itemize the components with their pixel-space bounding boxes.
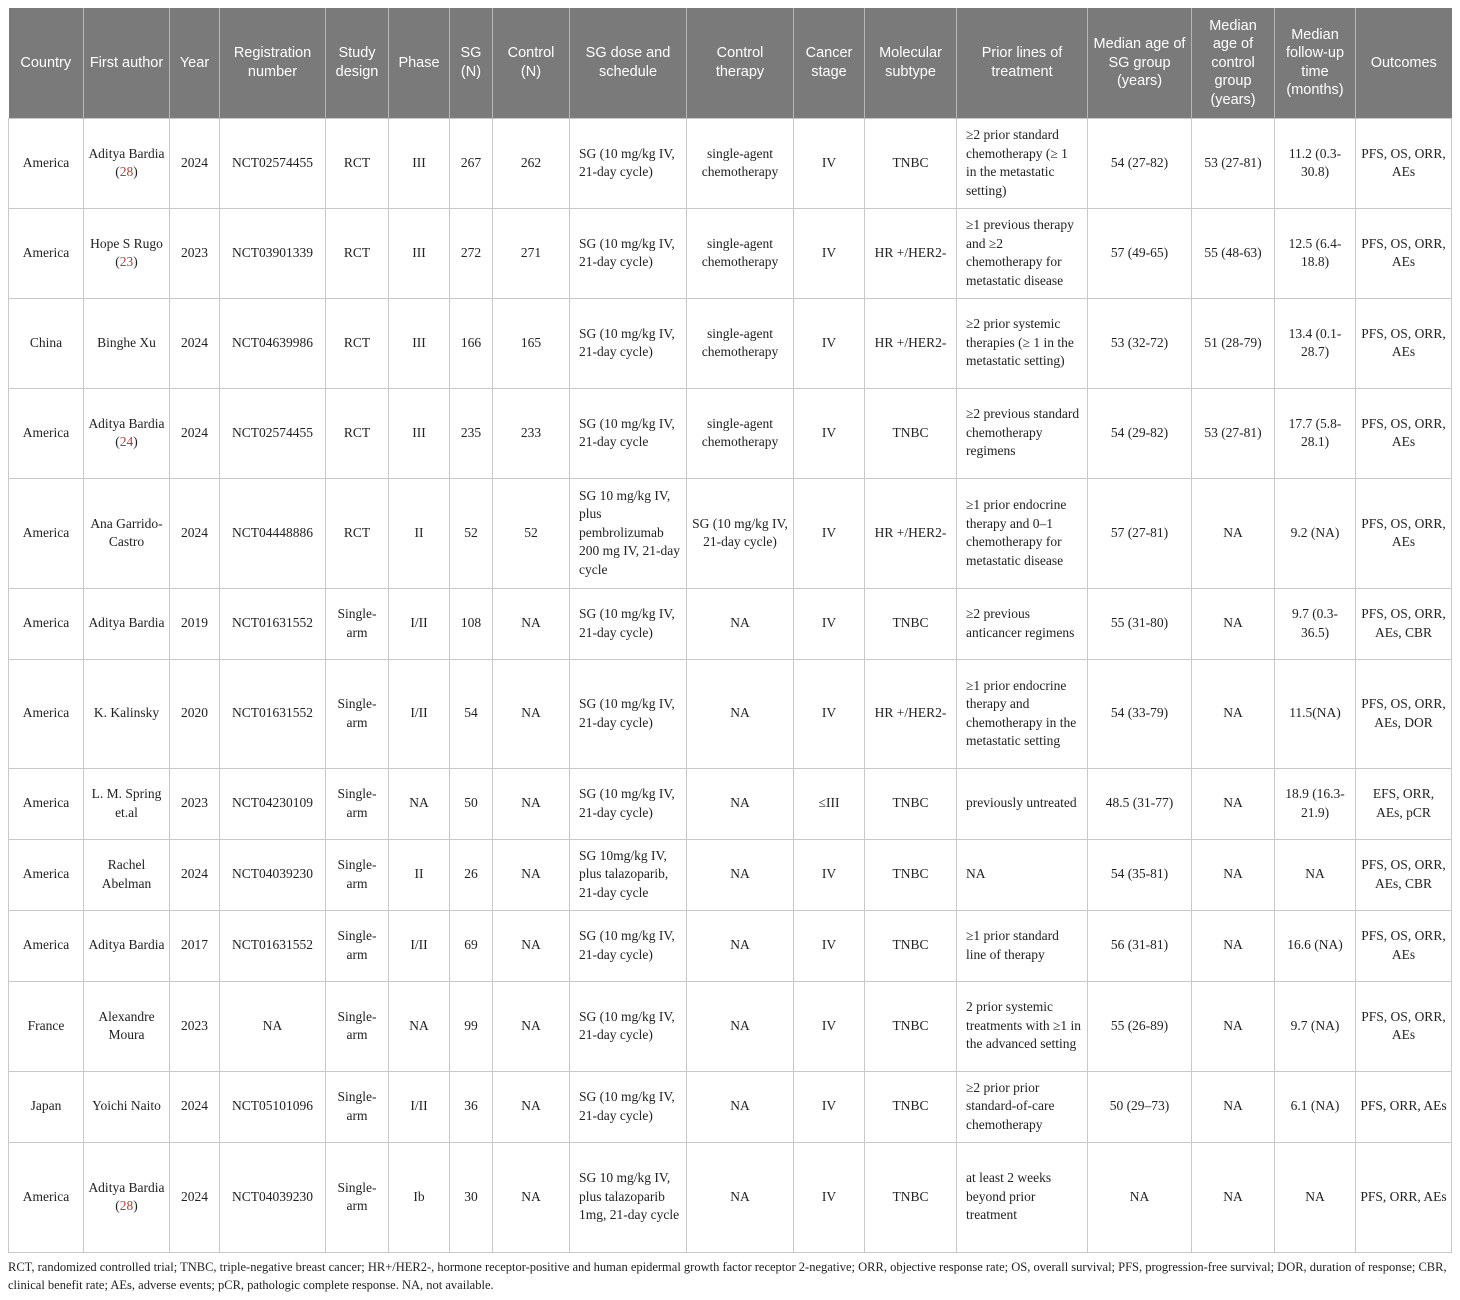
registration-cell: NCT04448886 xyxy=(220,478,326,588)
outcomes-cell: PFS, ORR, AEs xyxy=(1356,1142,1452,1252)
column-header: Country xyxy=(9,8,84,118)
author-cell xyxy=(84,910,170,981)
median-age-sg-cell: 54 (27-82) xyxy=(1088,118,1192,208)
control-n-cell: NA xyxy=(493,981,570,1071)
outcomes-cell: PFS, OS, ORR, AEs xyxy=(1356,478,1452,588)
control-therapy-cell: NA xyxy=(687,659,794,768)
sg-dose-cell: SG (10 mg/kg IV, 21-day cycle) xyxy=(570,910,687,981)
registration-cell: NCT04039230 xyxy=(220,1142,326,1252)
phase-cell: NA xyxy=(389,768,450,839)
outcomes-cell: EFS, ORR, AEs, pCR xyxy=(1356,768,1452,839)
country-cell: America xyxy=(9,588,84,659)
author-cell: Hope S Rugo (23) xyxy=(84,208,170,298)
study-design-cell: Single-arm xyxy=(326,981,389,1071)
phase-cell: I/II xyxy=(389,659,450,768)
follow-up-cell: 17.7 (5.8-28.1) xyxy=(1275,388,1356,478)
study-design-cell: RCT xyxy=(326,298,389,388)
median-age-control-cell: NA xyxy=(1192,768,1275,839)
sg-n-cell: 30 xyxy=(450,1142,493,1252)
header-row xyxy=(9,8,1452,118)
country-cell: America xyxy=(9,208,84,298)
control-therapy-cell: single-agent chemotherapy xyxy=(687,118,794,208)
median-age-sg-cell: NA xyxy=(1088,1142,1192,1252)
country-cell: America xyxy=(9,910,84,981)
author-name: L. M. Spring et.al xyxy=(91,786,162,820)
country-cell: America xyxy=(9,388,84,478)
median-age-sg-cell: 54 (33-79) xyxy=(1088,659,1192,768)
author-cell xyxy=(84,478,170,588)
prior-lines-cell: ≥1 prior endocrine therapy and 0–1 chemotherapy for metastatic disease xyxy=(957,478,1088,588)
year-cell: 2024 xyxy=(170,118,220,208)
prior-lines-cell: ≥1 prior endocrine therapy and chemotherapy in the metastatic setting xyxy=(957,659,1088,768)
follow-up-cell: 18.9 (16.3-21.9) xyxy=(1275,768,1356,839)
median-age-control-cell: 51 (28-79) xyxy=(1192,298,1275,388)
country-cell: America xyxy=(9,659,84,768)
study-design-cell: RCT xyxy=(326,118,389,208)
control-n-cell: 271 xyxy=(493,208,570,298)
country-cell: America xyxy=(9,118,84,208)
cancer-stage-cell: IV xyxy=(794,1142,865,1252)
phase-cell: I/II xyxy=(389,588,450,659)
outcomes-cell: PFS, OS, ORR, AEs, DOR xyxy=(1356,659,1452,768)
prior-lines-cell: NA xyxy=(957,839,1088,910)
year-cell: 2023 xyxy=(170,981,220,1071)
median-age-sg-cell: 54 (35-81) xyxy=(1088,839,1192,910)
table-footnote: RCT, randomized controlled trial; TNBC, triple-negative breast cancer; HR+/HER2-, hormone receptor-positive and human epidermal growth factor receptor 2-negative; ORR, objective response rate; OS, overall survival; PFS, progression-free survival; DOR, duration of response; CBR, clinical benefit rate; AEs, adverse events; pCR, pathologic complete response. NA, not available. xyxy=(8,1260,1447,1292)
control-n-cell: NA xyxy=(493,1071,570,1142)
molecular-subtype-cell: HR +/HER2- xyxy=(865,478,957,588)
sg-dose-cell: SG 10 mg/kg IV, plus pembrolizumab 200 mg IV, 21-day cycle xyxy=(570,478,687,588)
author-cell xyxy=(84,768,170,839)
control-therapy-cell: SG (10 mg/kg IV, 21-day cycle) xyxy=(687,478,794,588)
cancer-stage-cell: IV xyxy=(794,478,865,588)
study-design-cell: Single-arm xyxy=(326,910,389,981)
author-cell: Aditya Bardia (28) xyxy=(84,118,170,208)
follow-up-cell: 11.2 (0.3-30.8) xyxy=(1275,118,1356,208)
author-name: Aditya Bardia xyxy=(88,615,165,631)
reference-link[interactable]: 28 xyxy=(119,164,134,179)
year-cell: 2024 xyxy=(170,478,220,588)
molecular-subtype-cell: TNBC xyxy=(865,388,957,478)
table-body xyxy=(9,118,1452,1252)
outcomes-cell: PFS, OS, ORR, AEs xyxy=(1356,208,1452,298)
author-cell xyxy=(84,298,170,388)
reference-link[interactable]: 24 xyxy=(119,434,134,449)
cancer-stage-cell: IV xyxy=(794,118,865,208)
country-cell: America xyxy=(9,478,84,588)
cancer-stage-cell: IV xyxy=(794,588,865,659)
prior-lines-cell: 2 prior systemic treatments with ≥1 in the advanced setting xyxy=(957,981,1088,1071)
column-header: Year xyxy=(170,8,220,118)
table-row xyxy=(9,839,1452,910)
sg-dose-cell: SG (10 mg/kg IV, 21-day cycle xyxy=(570,388,687,478)
control-n-cell: NA xyxy=(493,768,570,839)
molecular-subtype-cell: HR +/HER2- xyxy=(865,208,957,298)
median-age-control-cell: 55 (48-63) xyxy=(1192,208,1275,298)
registration-cell: NCT04639986 xyxy=(220,298,326,388)
outcomes-cell: PFS, OS, ORR, AEs, CBR xyxy=(1356,588,1452,659)
author-name: Hope S Rugo xyxy=(90,235,163,251)
outcomes-cell: PFS, OS, ORR, AEs xyxy=(1356,981,1452,1071)
prior-lines-cell: ≥2 prior standard chemotherapy (≥ 1 in the metastatic setting) xyxy=(957,118,1088,208)
author-cell: Aditya Bardia (24) xyxy=(84,388,170,478)
author-name: Rachel Abelman xyxy=(101,857,152,891)
country-cell: America xyxy=(9,1142,84,1252)
molecular-subtype-cell: TNBC xyxy=(865,768,957,839)
molecular-subtype-cell: TNBC xyxy=(865,118,957,208)
sg-n-cell: 108 xyxy=(450,588,493,659)
study-characteristics-table xyxy=(8,8,1452,1253)
prior-lines-cell: ≥2 prior prior standard-of-care chemotherapy xyxy=(957,1071,1088,1142)
column-header: Outcomes xyxy=(1356,8,1452,118)
prior-lines-cell: at least 2 weeks beyond prior treatment xyxy=(957,1142,1088,1252)
sg-dose-cell: SG (10 mg/kg IV, 21-day cycle) xyxy=(570,1071,687,1142)
table-row xyxy=(9,1071,1452,1142)
registration-cell: NCT01631552 xyxy=(220,659,326,768)
follow-up-cell: 11.5(NA) xyxy=(1275,659,1356,768)
sg-dose-cell: SG (10 mg/kg IV, 21-day cycle) xyxy=(570,659,687,768)
prior-lines-cell: ≥2 previous standard chemotherapy regimens xyxy=(957,388,1088,478)
outcomes-cell: PFS, OS, ORR, AEs xyxy=(1356,298,1452,388)
sg-n-cell: 69 xyxy=(450,910,493,981)
median-age-control-cell: NA xyxy=(1192,1071,1275,1142)
sg-n-cell: 99 xyxy=(450,981,493,1071)
sg-n-cell: 50 xyxy=(450,768,493,839)
study-design-cell: Single-arm xyxy=(326,1142,389,1252)
control-therapy-cell: NA xyxy=(687,981,794,1071)
sg-n-cell: 166 xyxy=(450,298,493,388)
study-design-cell: Single-arm xyxy=(326,768,389,839)
sg-dose-cell: SG 10 mg/kg IV, plus talazoparib 1mg, 21-day cycle xyxy=(570,1142,687,1252)
median-age-sg-cell: 54 (29-82) xyxy=(1088,388,1192,478)
follow-up-cell: 9.7 (NA) xyxy=(1275,981,1356,1071)
control-therapy-cell: NA xyxy=(687,910,794,981)
follow-up-cell: 9.7 (0.3-36.5) xyxy=(1275,588,1356,659)
sg-dose-cell: SG (10 mg/kg IV, 21-day cycle) xyxy=(570,981,687,1071)
table-row xyxy=(9,298,1452,388)
outcomes-cell: PFS, OS, ORR, AEs, CBR xyxy=(1356,839,1452,910)
year-cell: 2019 xyxy=(170,588,220,659)
phase-cell: II xyxy=(389,478,450,588)
sg-dose-cell: SG 10mg/kg IV, plus talazoparib, 21-day cycle xyxy=(570,839,687,910)
molecular-subtype-cell: TNBC xyxy=(865,839,957,910)
median-age-sg-cell: 55 (26-89) xyxy=(1088,981,1192,1071)
molecular-subtype-cell: TNBC xyxy=(865,588,957,659)
median-age-control-cell: NA xyxy=(1192,478,1275,588)
median-age-control-cell: 53 (27-81) xyxy=(1192,388,1275,478)
year-cell: 2024 xyxy=(170,1071,220,1142)
author-name: Binghe Xu xyxy=(97,334,156,350)
sg-dose-cell: SG (10 mg/kg IV, 21-day cycle) xyxy=(570,768,687,839)
study-design-cell: Single-arm xyxy=(326,1071,389,1142)
sg-dose-cell: SG (10 mg/kg IV, 21-day cycle) xyxy=(570,298,687,388)
table-row xyxy=(9,1142,1452,1252)
cancer-stage-cell: IV xyxy=(794,388,865,478)
author-name: Yoichi Naito xyxy=(92,1098,161,1114)
control-n-cell: 165 xyxy=(493,298,570,388)
column-header: Median age of control group (years) xyxy=(1192,8,1275,118)
median-age-control-cell: 53 (27-81) xyxy=(1192,118,1275,208)
table-row xyxy=(9,388,1452,478)
control-n-cell: 52 xyxy=(493,478,570,588)
phase-cell: III xyxy=(389,298,450,388)
phase-cell: II xyxy=(389,839,450,910)
prior-lines-cell: ≥2 previous anticancer regimens xyxy=(957,588,1088,659)
author-cell xyxy=(84,839,170,910)
year-cell: 2023 xyxy=(170,768,220,839)
phase-cell: NA xyxy=(389,981,450,1071)
molecular-subtype-cell: HR +/HER2- xyxy=(865,298,957,388)
study-design-cell: RCT xyxy=(326,388,389,478)
study-design-cell: Single-arm xyxy=(326,839,389,910)
control-n-cell: NA xyxy=(493,910,570,981)
control-n-cell: 233 xyxy=(493,388,570,478)
follow-up-cell: 6.1 (NA) xyxy=(1275,1071,1356,1142)
author-name: Alexandre Moura xyxy=(98,1008,155,1042)
column-header: First author xyxy=(84,8,170,118)
control-therapy-cell: single-agent chemotherapy xyxy=(687,298,794,388)
median-age-sg-cell: 55 (31-80) xyxy=(1088,588,1192,659)
sg-n-cell: 272 xyxy=(450,208,493,298)
median-age-control-cell: NA xyxy=(1192,1142,1275,1252)
control-therapy-cell: NA xyxy=(687,1142,794,1252)
molecular-subtype-cell: HR +/HER2- xyxy=(865,659,957,768)
median-age-control-cell: NA xyxy=(1192,981,1275,1071)
prior-lines-cell: ≥1 prior standard line of therapy xyxy=(957,910,1088,981)
control-n-cell: NA xyxy=(493,1142,570,1252)
country-cell: France xyxy=(9,981,84,1071)
author-name: K. Kalinsky xyxy=(93,705,160,721)
country-cell: America xyxy=(9,839,84,910)
control-n-cell: NA xyxy=(493,588,570,659)
author-cell xyxy=(84,659,170,768)
follow-up-cell: 12.5 (6.4-18.8) xyxy=(1275,208,1356,298)
column-header: Study design xyxy=(326,8,389,118)
median-age-control-cell: NA xyxy=(1192,659,1275,768)
column-header: SG (N) xyxy=(450,8,493,118)
outcomes-cell: PFS, OS, ORR, AEs xyxy=(1356,118,1452,208)
control-n-cell: NA xyxy=(493,659,570,768)
column-header: SG dose and schedule xyxy=(570,8,687,118)
outcomes-cell: PFS, ORR, AEs xyxy=(1356,1071,1452,1142)
sg-n-cell: 235 xyxy=(450,388,493,478)
registration-cell: NCT01631552 xyxy=(220,588,326,659)
author-name: Aditya Bardia xyxy=(88,937,165,953)
registration-cell: NCT01631552 xyxy=(220,910,326,981)
year-cell: 2024 xyxy=(170,298,220,388)
control-therapy-cell: NA xyxy=(687,1071,794,1142)
sg-n-cell: 26 xyxy=(450,839,493,910)
molecular-subtype-cell: TNBC xyxy=(865,910,957,981)
cancer-stage-cell: IV xyxy=(794,1071,865,1142)
molecular-subtype-cell: TNBC xyxy=(865,1071,957,1142)
reference-link[interactable]: 28 xyxy=(119,1198,134,1213)
follow-up-cell: NA xyxy=(1275,1142,1356,1252)
cancer-stage-cell: IV xyxy=(794,298,865,388)
median-age-sg-cell: 57 (27-81) xyxy=(1088,478,1192,588)
cancer-stage-cell: ≤III xyxy=(794,768,865,839)
registration-cell: NCT03901339 xyxy=(220,208,326,298)
median-age-sg-cell: 57 (49-65) xyxy=(1088,208,1192,298)
table-row xyxy=(9,659,1452,768)
cancer-stage-cell: IV xyxy=(794,910,865,981)
country-cell: China xyxy=(9,298,84,388)
median-age-sg-cell: 53 (32-72) xyxy=(1088,298,1192,388)
phase-cell: III xyxy=(389,118,450,208)
median-age-control-cell: NA xyxy=(1192,839,1275,910)
phase-cell: I/II xyxy=(389,910,450,981)
median-age-sg-cell: 48.5 (31-77) xyxy=(1088,768,1192,839)
follow-up-cell: 16.6 (NA) xyxy=(1275,910,1356,981)
median-age-sg-cell: 50 (29–73) xyxy=(1088,1071,1192,1142)
control-therapy-cell: single-agent chemotherapy xyxy=(687,388,794,478)
prior-lines-cell: ≥1 previous therapy and ≥2 chemotherapy for metastatic disease xyxy=(957,208,1088,298)
table-row xyxy=(9,981,1452,1071)
author-cell xyxy=(84,588,170,659)
author-name: Aditya Bardia xyxy=(88,415,165,431)
column-header: Control therapy xyxy=(687,8,794,118)
outcomes-cell: PFS, OS, ORR, AEs xyxy=(1356,910,1452,981)
column-header: Prior lines of treatment xyxy=(957,8,1088,118)
molecular-subtype-cell: TNBC xyxy=(865,981,957,1071)
year-cell: 2017 xyxy=(170,910,220,981)
study-design-cell: RCT xyxy=(326,208,389,298)
registration-cell: NCT04039230 xyxy=(220,839,326,910)
cancer-stage-cell: IV xyxy=(794,981,865,1071)
cancer-stage-cell: IV xyxy=(794,839,865,910)
registration-cell: NCT02574455 xyxy=(220,388,326,478)
cancer-stage-cell: IV xyxy=(794,659,865,768)
median-age-control-cell: NA xyxy=(1192,588,1275,659)
author-name: Aditya Bardia xyxy=(88,1179,165,1195)
author-name: Aditya Bardia xyxy=(88,145,165,161)
column-header: Median follow-up time (months) xyxy=(1275,8,1356,118)
table-row xyxy=(9,588,1452,659)
table-row xyxy=(9,478,1452,588)
table-row xyxy=(9,208,1452,298)
author-name: Ana Garrido-Castro xyxy=(90,515,163,549)
follow-up-cell: 9.2 (NA) xyxy=(1275,478,1356,588)
cancer-stage-cell: IV xyxy=(794,208,865,298)
author-cell: Aditya Bardia (28) xyxy=(84,1142,170,1252)
phase-cell: I/II xyxy=(389,1071,450,1142)
registration-cell: NCT04230109 xyxy=(220,768,326,839)
control-n-cell: NA xyxy=(493,839,570,910)
column-header: Registration number xyxy=(220,8,326,118)
prior-lines-cell: previously untreated xyxy=(957,768,1088,839)
registration-cell: NA xyxy=(220,981,326,1071)
study-design-cell: Single-arm xyxy=(326,659,389,768)
prior-lines-cell: ≥2 prior systemic therapies (≥ 1 in the metastatic setting) xyxy=(957,298,1088,388)
year-cell: 2024 xyxy=(170,388,220,478)
control-therapy-cell: single-agent chemotherapy xyxy=(687,208,794,298)
control-therapy-cell: NA xyxy=(687,768,794,839)
sg-dose-cell: SG (10 mg/kg IV, 21-day cycle) xyxy=(570,588,687,659)
reference-link[interactable]: 23 xyxy=(119,254,134,269)
control-therapy-cell: NA xyxy=(687,588,794,659)
sg-n-cell: 267 xyxy=(450,118,493,208)
year-cell: 2020 xyxy=(170,659,220,768)
sg-n-cell: 54 xyxy=(450,659,493,768)
column-header: Control (N) xyxy=(493,8,570,118)
author-cell xyxy=(84,981,170,1071)
author-cell xyxy=(84,1071,170,1142)
sg-n-cell: 52 xyxy=(450,478,493,588)
study-design-cell: Single-arm xyxy=(326,588,389,659)
median-age-sg-cell: 56 (31-81) xyxy=(1088,910,1192,981)
study-design-cell: RCT xyxy=(326,478,389,588)
phase-cell: III xyxy=(389,388,450,478)
country-cell: America xyxy=(9,768,84,839)
column-header: Cancer stage xyxy=(794,8,865,118)
table-row xyxy=(9,910,1452,981)
median-age-control-cell: NA xyxy=(1192,910,1275,981)
phase-cell: Ib xyxy=(389,1142,450,1252)
control-therapy-cell: NA xyxy=(687,839,794,910)
sg-dose-cell: SG (10 mg/kg IV, 21-day cycle) xyxy=(570,118,687,208)
sg-dose-cell: SG (10 mg/kg IV, 21-day cycle) xyxy=(570,208,687,298)
column-header: Phase xyxy=(389,8,450,118)
year-cell: 2024 xyxy=(170,1142,220,1252)
follow-up-cell: 13.4 (0.1-28.7) xyxy=(1275,298,1356,388)
control-n-cell: 262 xyxy=(493,118,570,208)
column-header: Median age of SG group (years) xyxy=(1088,8,1192,118)
registration-cell: NCT05101096 xyxy=(220,1071,326,1142)
sg-n-cell: 36 xyxy=(450,1071,493,1142)
year-cell: 2023 xyxy=(170,208,220,298)
column-header: Molecular subtype xyxy=(865,8,957,118)
outcomes-cell: PFS, OS, ORR, AEs xyxy=(1356,388,1452,478)
phase-cell: III xyxy=(389,208,450,298)
molecular-subtype-cell: TNBC xyxy=(865,1142,957,1252)
table-row xyxy=(9,118,1452,208)
follow-up-cell: NA xyxy=(1275,839,1356,910)
registration-cell: NCT02574455 xyxy=(220,118,326,208)
table-row xyxy=(9,768,1452,839)
year-cell: 2024 xyxy=(170,839,220,910)
country-cell: Japan xyxy=(9,1071,84,1142)
